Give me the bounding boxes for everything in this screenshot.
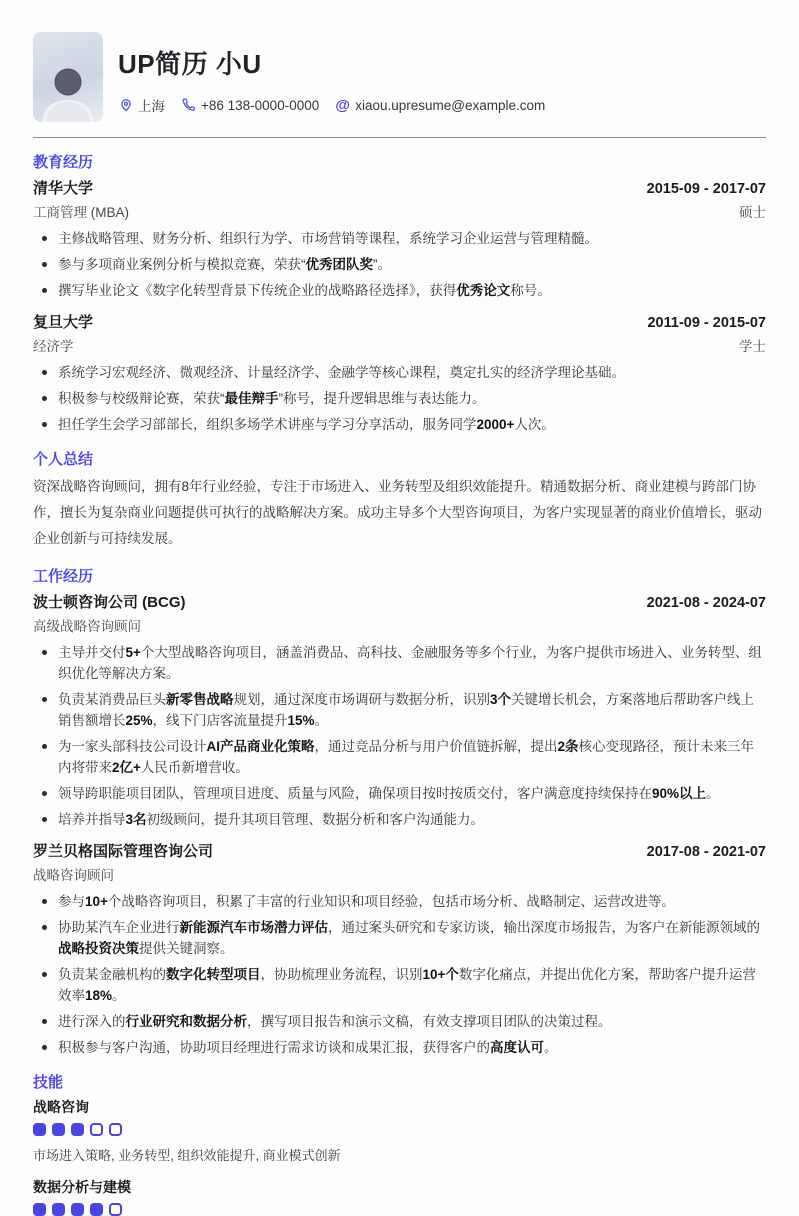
skill-name: 战略咨询 (33, 1099, 89, 1115)
skill-rating (33, 1203, 766, 1216)
at-icon: @ (335, 96, 351, 114)
major: 工商管理 (MBA) (33, 205, 129, 220)
bullet-item: 担任学生会学习部部长，组织多场学术讲座与学习分享活动，服务同学2000+人次。 (33, 414, 766, 435)
section-work (33, 565, 766, 1058)
phone-icon (181, 98, 196, 113)
bullet-item: 撰写毕业论文《数字化转型背景下传统企业的战略路径选择》，获得优秀论文称号。 (33, 280, 766, 301)
skill-item (33, 1177, 766, 1216)
rating-dot-empty (109, 1203, 122, 1216)
bullet-item: 主修战略管理、财务分析、组织行为学、市场营销等课程，系统学习企业运营与管理精髓。 (33, 228, 766, 249)
contact-phone (181, 98, 319, 113)
profile-photo (33, 32, 103, 122)
skill-item (33, 1097, 766, 1164)
person-silhouette-icon (37, 60, 99, 122)
education-bullets (33, 362, 766, 435)
company-name: 波士顿咨询公司 (BCG) (33, 594, 186, 611)
bullet-item: 积极参与客户沟通，协助项目经理进行需求访谈和成果汇报，获得客户的高度认可。 (33, 1037, 766, 1058)
contact-location (118, 95, 165, 115)
bullet-item: 为一家头部科技公司设计AI产品商业化策略，通过竞品分析与用户价值链拆解，提出2条核心变现路径，预计未来三年内将带来2亿+人民币新增营收。 (33, 736, 766, 778)
bullet-item: 负责某消费品巨头新零售战略规划，通过深度市场调研与数据分析，识别3个关键增长机会，方案落地后帮助客户线上销售额增长25%，线下门店客流量提升15%。 (33, 689, 766, 731)
skills-section-title: 技能 (33, 1074, 64, 1091)
bullet-item: 系统学习宏观经济、微观经济、计量经济学、金融学等核心课程，奠定扎实的经济学理论基础。 (33, 362, 766, 383)
work-entry (33, 591, 766, 830)
rating-dot-filled (71, 1203, 84, 1216)
bullet-item: 主导并交付5+个大型战略咨询项目，涵盖消费品、高科技、金融服务等多个行业，为客户提供市场进入、业务转型、组织优化等解决方案。 (33, 642, 766, 684)
skill-name: 数据分析与建模 (33, 1179, 131, 1195)
education-entry (33, 177, 766, 301)
header-divider (33, 137, 766, 138)
rating-dot-filled (33, 1203, 46, 1216)
bullet-item: 进行深入的行业研究和数据分析，撰写项目报告和演示文稿，有效支撑项目团队的决策过程。 (33, 1011, 766, 1032)
work-dates: 2017-08 - 2021-07 (646, 844, 766, 860)
degree: 硕士 (739, 205, 766, 220)
contact-row (118, 95, 545, 115)
phone-text: +86 138-0000-0000 (201, 97, 320, 113)
work-bullets (33, 642, 766, 830)
section-skills (33, 1071, 766, 1216)
header-info (118, 32, 545, 122)
school-name: 清华大学 (33, 180, 94, 197)
education-section-title: 教育经历 (33, 154, 94, 171)
section-education (33, 151, 766, 435)
work-section-title: 工作经历 (33, 568, 94, 585)
location-text: 上海 (138, 99, 165, 114)
major: 经济学 (33, 339, 74, 354)
bullet-item: 积极参与校级辩论赛，荣获“最佳辩手”称号，提升逻辑思维与表达能力。 (33, 388, 766, 409)
bullet-item: 参与多项商业案例分析与模拟竞赛，荣获“优秀团队奖”。 (33, 254, 766, 275)
company-name: 罗兰贝格国际管理咨询公司 (33, 843, 214, 860)
bullet-item: 负责某金融机构的数字化转型项目，协助梳理业务流程，识别10+个数字化痛点，并提出优化方案，帮助客户提升运营效率18%。 (33, 964, 766, 1006)
rating-dot-filled (90, 1203, 103, 1216)
summary-text: 资深战略咨询顾问，拥有8年行业经验，专注于市场进入、业务转型及组织效能提升。精通数据分析、商业建模与跨部门协作，擅长为复杂商业问题提供可执行的战略解决方案。成功主导多个大型咨询项目，为客户实现显著的商业价值增长，驱动企业创新与可持续发展。 (33, 479, 762, 546)
contact-email (335, 98, 545, 113)
summary-section-title: 个人总结 (33, 451, 94, 468)
location-pin-icon (118, 98, 133, 113)
bullet-item: 参与10+个战略咨询项目，积累了丰富的行业知识和项目经验，包括市场分析、战略制定、运营改进等。 (33, 891, 766, 912)
resume-header (33, 32, 766, 122)
bullet-item: 协助某汽车企业进行新能源汽车市场潜力评估，通过案头研究和专家访谈，输出深度市场报告，为客户在新能源领域的战略投资决策提供关键洞察。 (33, 917, 766, 959)
job-role: 战略咨询顾问 (33, 868, 114, 883)
bullet-item: 培养并指导3名初级顾问，提升其项目管理、数据分析和客户沟通能力。 (33, 809, 766, 830)
education-bullets (33, 228, 766, 301)
work-entry (33, 840, 766, 1058)
job-role: 高级战略咨询顾问 (33, 619, 141, 634)
email-text: xiaou.upresume@example.com (355, 97, 546, 113)
bullet-item: 领导跨职能项目团队，管理项目进度、质量与风险，确保项目按时按质交付，客户满意度持续保持在90%以上。 (33, 783, 766, 804)
education-dates: 2011-09 - 2015-07 (647, 315, 766, 331)
degree: 学士 (739, 339, 766, 354)
rating-dot-filled (52, 1203, 65, 1216)
education-entry (33, 311, 766, 435)
education-dates: 2015-09 - 2017-07 (646, 181, 766, 197)
candidate-name: UP简历 小U (118, 49, 262, 79)
section-summary (33, 448, 766, 552)
school-name: 复旦大学 (33, 314, 94, 331)
work-dates: 2021-08 - 2024-07 (646, 595, 766, 611)
skill-keywords: 市场进入策略, 业务转型, 组织效能提升, 商业模式创新 (33, 1148, 341, 1163)
work-bullets (33, 891, 766, 1058)
